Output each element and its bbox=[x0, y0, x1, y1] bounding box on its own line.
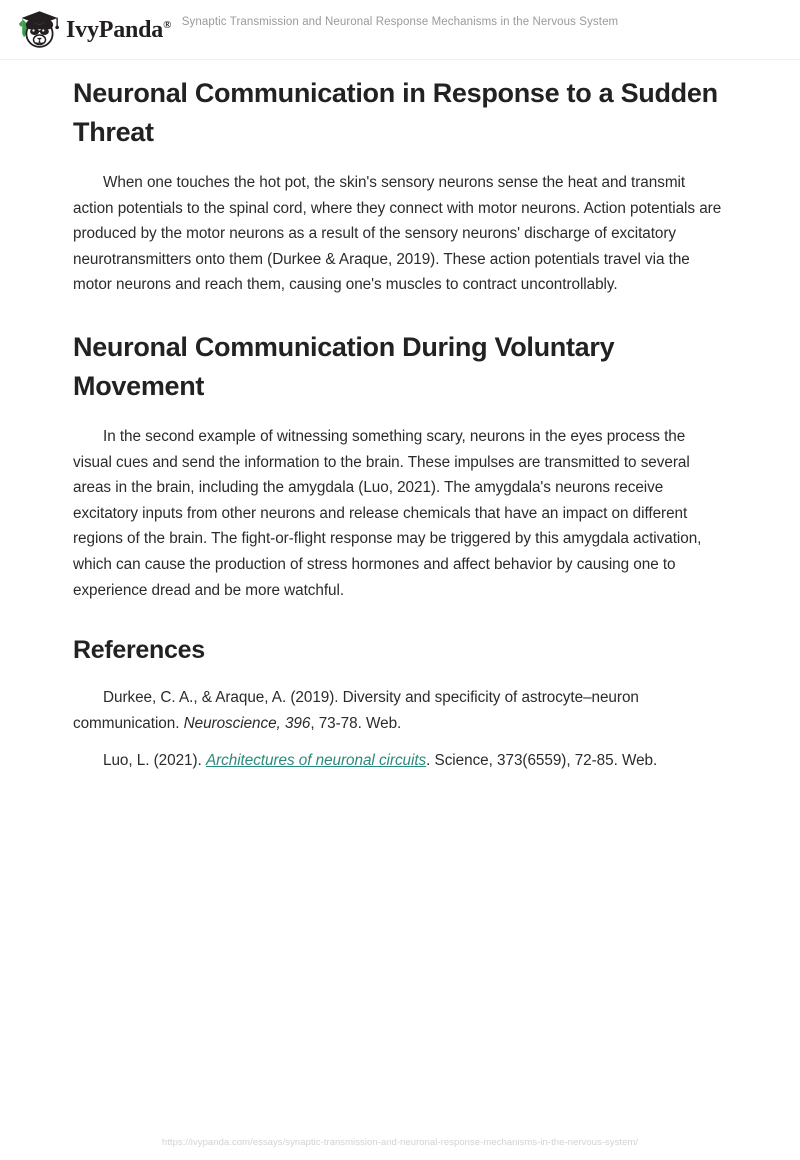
brand-name-text: IvyPanda bbox=[66, 17, 164, 43]
reference-journal-italic: Neuroscience, 396 bbox=[183, 714, 311, 732]
reference-source-link[interactable]: Architectures of neuronal circuits bbox=[205, 752, 427, 770]
panda-graduation-cap-logo-icon bbox=[14, 8, 62, 52]
spacer bbox=[73, 736, 725, 748]
brand-logo[interactable] bbox=[14, 8, 171, 52]
spacer bbox=[73, 152, 725, 170]
reference-text-suffix: . Science, 373(6559), 72-85. Web. bbox=[426, 752, 658, 770]
running-head-document-title: Synaptic Transmission and Neuronal Response Mechanisms in the Nervous System bbox=[181, 16, 619, 28]
reference-entry bbox=[73, 748, 725, 774]
spacer bbox=[73, 298, 725, 328]
section-paragraph-1: When one touches the hot pot, the skin's sensory neurons sense the heat and transmit action potentials to the spinal cord, where they connect with motor neurons. Action potentials are produced by the motor neurons as a result of the sensory neurons' discharge of excitatory neurotransmitters onto them (Durkee & Araque, 2019). These action potentials travel via the motor neurons and reach them, causing one's muscles to contract uncontrollably. bbox=[73, 174, 722, 294]
spacer bbox=[73, 603, 725, 633]
reference-text-suffix: , 73-78. Web. bbox=[310, 714, 402, 732]
section-heading-2: Neuronal Communication During Voluntary Movement bbox=[73, 331, 615, 401]
reference-text-prefix: Luo, L. (2021). bbox=[103, 752, 206, 770]
spacer bbox=[73, 406, 725, 424]
section-paragraph-2: In the second example of witnessing something scary, neurons in the eyes process the visual cues and send the information to the brain. These impulses are transmitted to several areas in the brain, including the amygdala (Luo, 2021). The amygdala's neurons receive excitatory inputs from other neurons and release chemicals that have an impact on different regions of the brain. The fight-or-flight response may be triggered by this amygdala activation, which can cause the production of stress hormones and affect behavior by causing one to experience dread and be more watchful. bbox=[73, 427, 702, 599]
document-body bbox=[73, 60, 725, 774]
reference-text-prefix: Durkee, C. A., & Araque, A. (2019). Diversity and specificity of astrocyte–neuron communication. bbox=[73, 689, 639, 732]
section-heading-1: Neuronal Communication in Response to a Sudden Threat bbox=[73, 78, 718, 147]
spacer bbox=[73, 667, 725, 685]
references-heading: References bbox=[73, 636, 205, 665]
footer-source-url[interactable]: https://ivypanda.com/essays/synaptic-transmission-and-neuronal-response-mechanisms-in-the-nervous-system/ bbox=[161, 1137, 639, 1148]
registered-trademark-icon: ® bbox=[163, 19, 172, 31]
reference-entry bbox=[73, 685, 725, 736]
page-header bbox=[0, 0, 800, 60]
